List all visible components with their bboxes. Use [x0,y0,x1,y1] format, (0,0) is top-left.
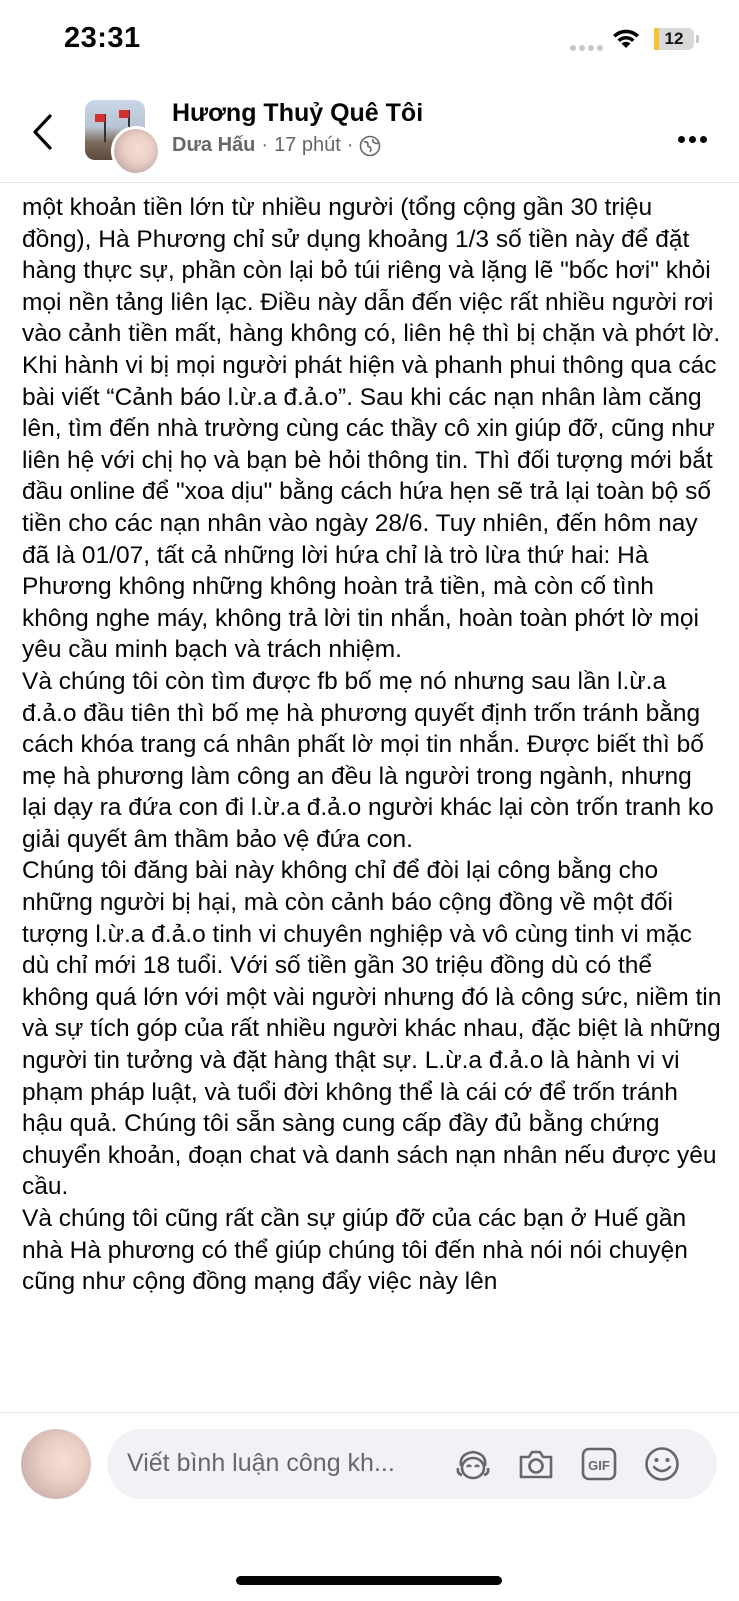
wifi-icon [610,26,642,50]
post-header [0,82,739,183]
comment-input[interactable] [107,1429,717,1499]
camera-icon[interactable] [516,1444,556,1484]
battery-level: 12 [664,29,684,48]
gif-icon[interactable] [579,1444,619,1484]
more-options-button[interactable] [678,130,711,148]
battery-icon [654,28,694,50]
group-avatar[interactable] [85,100,165,166]
avatar-sticker-icon[interactable] [453,1444,493,1484]
post-content [22,160,729,1412]
post-time[interactable]: 17 phút [274,134,341,156]
globe-icon [359,135,381,157]
post-paragraph: một khoản tiền lớn từ nhiều người (tổng cộng gần 30 triệu đồng), Hà Phương chỉ sử dụng khoảng 1/3 số tiền này để đặt hàng thực sự, phần còn lại bỏ túi riêng và lặng lẽ "bốc hơi" khỏi mọi nền tảng liên lạc. Điều này dẫn đến việc rất nhiều người rơi vào cảnh tiền mất, hàng không có, liên hệ thì bị chặn và phớt lờ. Khi hành vi bị mọi người phát hiện và phanh phui thông qua các bài viết “Cảnh báo l.ừ.a đ.ả.o”. Sau khi các nạn nhân làm căng lên, tìm đến nhà trường cùng các thầy cô xin giúp đỡ, cũng như liên hệ với chị họ và bạn bè hỏi thông tin. Thì đối tượng mới bắt đầu online để "xoa dịu" bằng cách hứa hẹn sẽ trả lại toàn bộ số tiền cho các nạn nhân vào ngày 28/6. Tuy nhiên, đến hôm nay đã là 01/07, tất cả những lời hứa chỉ là trò lừa thứ hai: Hà Phương không những không hoàn trả tiền, mà còn cố tình không nghe máy, không trả lời tin nhắn, hoàn toàn phớt lờ mọi yêu cầu minh bạch và trách nhiệm. [22,194,727,664]
my-avatar[interactable] [21,1429,91,1499]
post-meta [172,134,381,157]
comment-composer [0,1412,739,1601]
status-bar [0,0,739,82]
back-button[interactable] [30,112,54,152]
home-indicator [236,1576,502,1585]
post-paragraph: Và chúng tôi cũng rất cần sự giúp đỡ của các bạn ở Huế gần nhà Hà phương có thể giúp chúng tôi đến nhà nói nói chuyện cũng như cộng đồng mạng đẩy việc này lên [22,1205,695,1296]
meta-separator: · [346,134,354,156]
post-paragraph: Và chúng tôi còn tìm được fb bố mẹ nó nhưng sau lần l.ừ.a đ.ả.o đầu tiên thì bố mẹ hà phương quyết định trốn tránh bằng cách khóa trang cá nhân phất lờ mọi tin nhắn. Được biết thì bố mẹ hà phương làm công an đều là người trong ngành, nhưng lại dạy ra đứa con đi l.ừ.a đ.ả.o người khác lại còn trốn tranh ko giải quyết âm thầm bảo vệ đứa con. [22,667,721,853]
group-name[interactable]: Hương Thuỷ Quê Tôi [172,99,424,127]
cellular-signal-icon [570,38,606,56]
author-name[interactable]: Dưa Hấu [172,134,256,156]
author-avatar[interactable] [111,126,161,176]
status-time: 23:31 [64,22,141,54]
emoji-icon[interactable] [642,1444,682,1484]
comment-placeholder[interactable]: Viết bình luận công kh... [127,1449,395,1477]
post-paragraph: Chúng tôi đăng bài này không chỉ để đòi lại công bằng cho những người bị hại, mà còn cảnh báo cộng đồng về một đối tượng l.ừ.a đ.ả.o tinh vi chuyên nghiệp và vô cùng tinh vi mặc dù chỉ mới 18 tuổi. Với số tiền gần 30 triệu đồng dù có thể không quá lớn với một vài người nhưng đó là công sức, niềm tin và sự tích góp của rất nhiều người khác nhau, đặc biệt là những người tin tưởng và đặt hàng thật sự. L.ừ.a đ.ả.o là hành vi vi phạm pháp luật, và tuổi đời không thể là cái cớ để trốn tránh hậu quả. Chúng tôi sẵn sàng cung cấp đầy đủ bằng chứng chuyển khoản, đoạn chat và danh sách nạn nhân nếu được yêu cầu. [22,857,729,1201]
meta-separator: · [261,134,269,156]
svg-text:GIF: GIF [588,1458,610,1473]
